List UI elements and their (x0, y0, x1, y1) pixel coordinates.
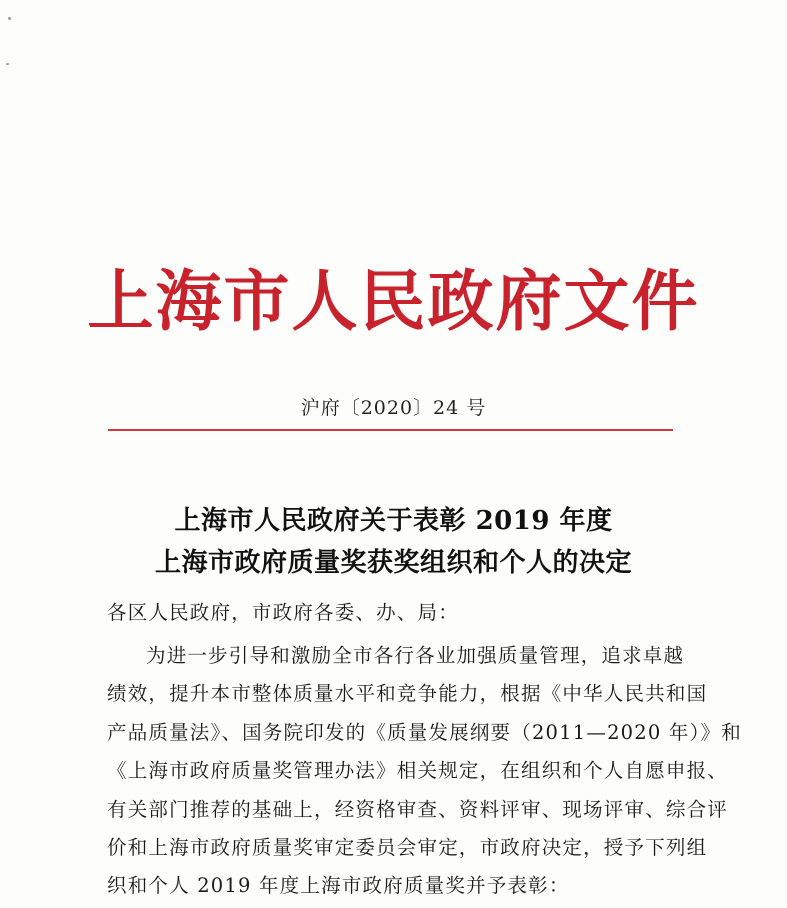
document-number: 沪府〔2020〕24 号 (300, 397, 487, 419)
red-divider-line (108, 429, 673, 431)
body-line: 《上海市政府质量奖管理办法》相关规定，在组织和个人自愿申报、 (107, 759, 729, 782)
document-header: 上海市人民政府文件 (87, 263, 700, 340)
body-line: 织和个人 2019 年度上海市政府质量奖并予表彰： (107, 874, 570, 897)
body-line: 有关部门推荐的基础上，经资格审查、资料评审、现场评审、综合评 (107, 798, 729, 821)
addressee: 各区人民政府，市政府各委、办、局： (107, 601, 459, 624)
body-line: 绩效，提升本市整体质量水平和竞争能力，根据《中华人民共和国 (107, 682, 708, 705)
body-line: 为进一步引导和激励全市各行各业加强质量管理，追求卓越 (146, 644, 685, 667)
scan-speck (8, 17, 11, 20)
body-line: 价和上海市政府质量奖审定委员会审定，市政府决定，授予下列组 (107, 836, 708, 859)
scan-speck (6, 63, 9, 65)
body-line: 产品质量法》、国务院印发的《质量发展纲要（2011—2020 年）》和 (107, 721, 742, 744)
document-title-line-2: 上海市政府质量奖获奖组织和个人的决定 (154, 548, 632, 578)
document-title-line-1: 上海市人民政府关于表彰 2019 年度 (174, 506, 613, 536)
